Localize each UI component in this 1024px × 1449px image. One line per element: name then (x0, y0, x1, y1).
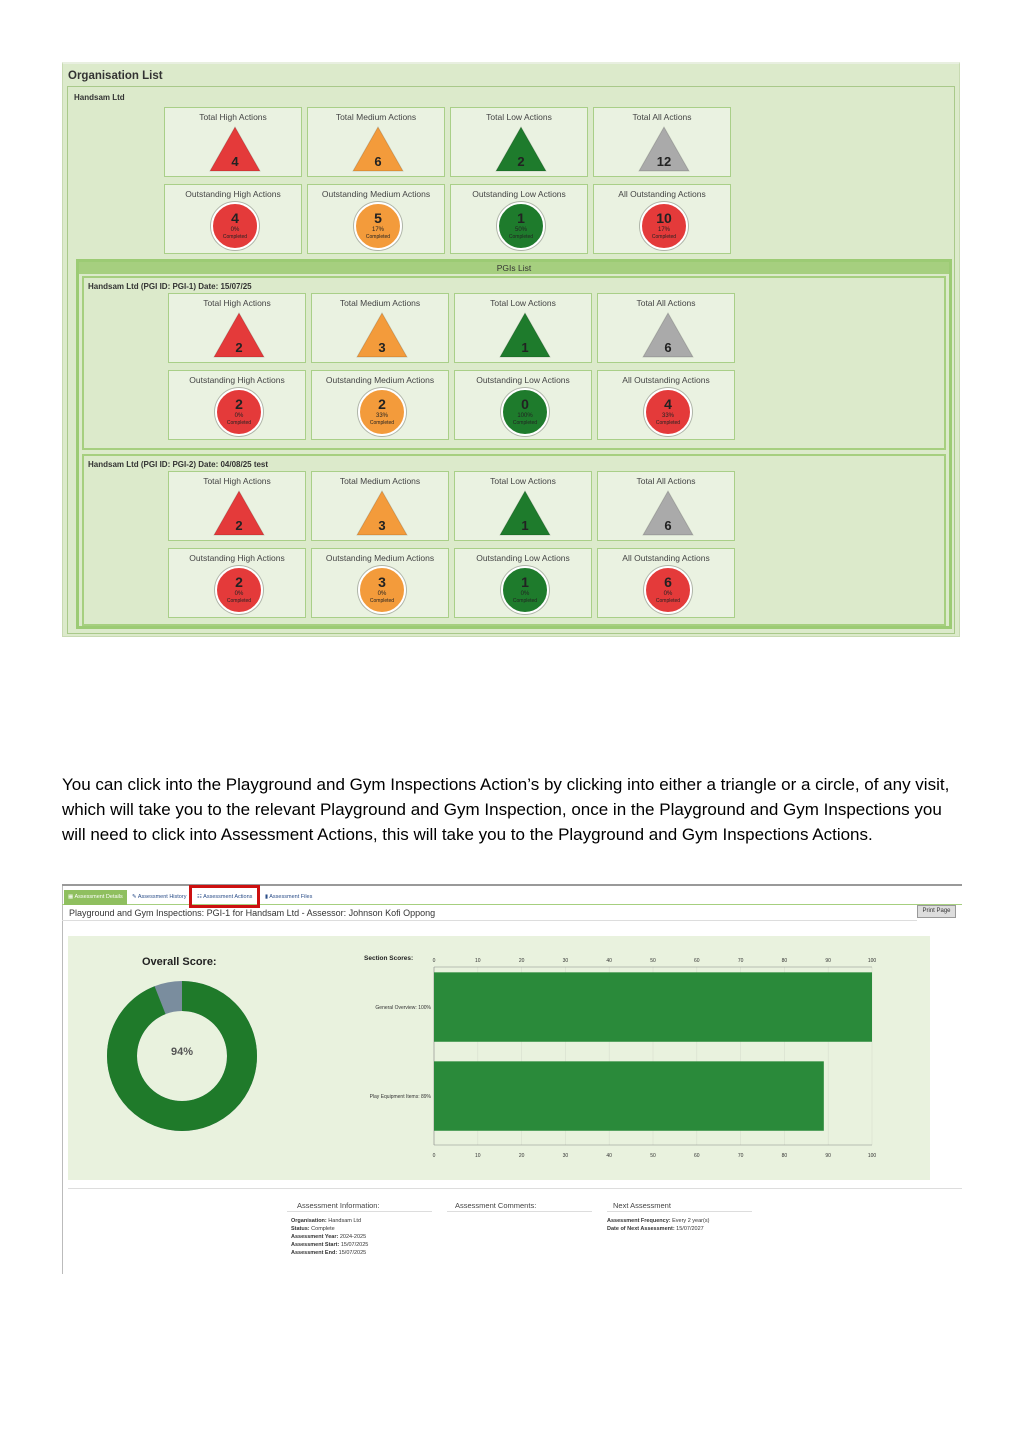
card-label: Total Medium Actions (339, 298, 421, 308)
circle-value: 6 (664, 574, 672, 590)
top-tick-label: 70 (737, 958, 744, 964)
pgi-block (82, 276, 946, 450)
info-value: 15/07/2025 (339, 1242, 369, 1248)
organisation-list-panel (62, 62, 960, 637)
section-score-bar (434, 1061, 824, 1130)
info-key: Assessment End: (291, 1250, 338, 1256)
card-label: Outstanding Low Actions (476, 375, 570, 385)
outstanding-actions-card (593, 184, 731, 254)
circle-subtext: Completed (512, 598, 538, 604)
total-actions-card (307, 107, 445, 177)
top-tick-label: 30 (562, 958, 569, 964)
circle-percent: 0% (377, 591, 387, 597)
info-value: Complete (309, 1226, 335, 1232)
info-key: Assessment Frequency: (607, 1218, 671, 1224)
info-key: Assessment Start: (291, 1242, 340, 1248)
triangle-value: 1 (521, 340, 529, 355)
circle-icon[interactable] (211, 202, 259, 250)
card-label: Outstanding Medium Actions (325, 375, 435, 385)
circle-icon[interactable] (215, 566, 263, 614)
triangle-icon[interactable] (641, 311, 695, 359)
circle-subtext: Completed (655, 598, 681, 604)
triangle-icon[interactable] (212, 489, 266, 537)
circle-value: 1 (521, 574, 529, 590)
triangle-icon[interactable] (212, 311, 266, 359)
highlight-box (189, 885, 260, 908)
circle-icon[interactable] (644, 566, 692, 614)
triangle-value: 6 (664, 340, 672, 355)
info-value: Handsam Ltd (326, 1218, 362, 1224)
top-tick-label: 40 (606, 958, 612, 964)
divider (287, 1211, 432, 1212)
category-label: General Overview: 100% (375, 1005, 431, 1012)
overall-score-value: 94% (170, 1046, 194, 1058)
triangle-value: 12 (656, 154, 672, 169)
bottom-tick-label: 40 (606, 1153, 612, 1159)
score-panel (68, 936, 930, 1180)
bottom-tick-label: 10 (475, 1153, 481, 1159)
triangle-icon[interactable] (498, 311, 552, 359)
file-icon: ▮ (265, 894, 269, 900)
tab-assessment-actions[interactable]: ☷ Assessment Actions (197, 894, 253, 900)
triangle-icon[interactable] (637, 125, 691, 173)
circle-icon[interactable] (501, 388, 549, 436)
outstanding-actions-card (454, 548, 592, 618)
outstanding-actions-card (164, 184, 302, 254)
triangle-icon[interactable] (498, 489, 552, 537)
triangle-value: 2 (235, 518, 243, 533)
circle-percent: 0% (230, 227, 240, 233)
tab-assessment-details[interactable]: ▦ Assessment Details (64, 890, 127, 905)
circle-subtext: Completed (365, 234, 391, 240)
info-key: Assessment Year: (291, 1234, 339, 1240)
organisation-block (67, 86, 955, 634)
card-label: Outstanding Medium Actions (321, 189, 431, 199)
organisation-list-title: Organisation List (68, 70, 163, 82)
circle-subtext: Completed (222, 234, 248, 240)
circle-icon[interactable] (358, 388, 406, 436)
info-key: Status: (291, 1226, 310, 1232)
card-label: Total All Actions (636, 476, 696, 486)
outstanding-actions-card (597, 370, 735, 440)
list-icon: ☷ (197, 894, 202, 900)
info-value: 2024-2025 (338, 1234, 367, 1240)
card-label: Outstanding High Actions (189, 375, 285, 385)
total-actions-card (168, 293, 306, 363)
info-key: Organisation: (291, 1218, 327, 1224)
triangle-icon[interactable] (355, 311, 409, 359)
card-label: All Outstanding Actions (618, 189, 706, 199)
card-label: Outstanding Medium Actions (325, 553, 435, 563)
pgi-title: Handsam Ltd (PGI ID: PGI-1) Date: 15/07/25 (88, 282, 252, 291)
circle-icon[interactable] (644, 388, 692, 436)
total-actions-card (454, 471, 592, 541)
total-actions-card (597, 293, 735, 363)
bottom-tick-label: 20 (518, 1153, 525, 1159)
circle-icon[interactable] (354, 202, 402, 250)
tab-assessment-files[interactable]: ▮ Assessment Files (265, 894, 313, 900)
total-actions-card (168, 471, 306, 541)
tab-assessment-history[interactable]: ✎ Assessment History (132, 894, 187, 900)
card-label: All Outstanding Actions (622, 553, 710, 563)
top-tick-label: 0 (432, 958, 436, 964)
triangle-value: 6 (374, 154, 382, 169)
top-tick-label: 80 (781, 958, 788, 964)
section-scores-chart (348, 954, 878, 1164)
circle-percent: 17% (657, 227, 670, 233)
triangle-icon[interactable] (355, 489, 409, 537)
card-label: Total Low Actions (486, 112, 552, 122)
info-row (607, 1218, 709, 1224)
top-tick-label: 50 (650, 958, 656, 964)
triangle-value: 3 (378, 340, 386, 355)
card-label: Total High Actions (199, 112, 267, 122)
info-key: Date of Next Assessment: (607, 1226, 675, 1232)
triangle-value: 6 (664, 518, 672, 533)
instruction-paragraph: You can click into the Playground and Gym Inspections Action’s by clicking into either a triangle or a circle, of any visit, which will take you to the relevant Playground and Gym Inspection, once in the Playground and Gym Inspections you will need to click into Assessment Actions, this will take you to the Playground and Gym Inspections Actions. (62, 775, 950, 844)
bottom-tick-label: 50 (650, 1153, 656, 1159)
outstanding-actions-card (168, 370, 306, 440)
total-actions-card (450, 107, 588, 177)
circle-subtext: Completed (508, 234, 534, 240)
triangle-icon[interactable] (208, 125, 262, 173)
card-label: Total Medium Actions (339, 476, 421, 486)
top-tick-label: 90 (825, 958, 831, 964)
outstanding-actions-card (311, 370, 449, 440)
circle-percent: 33% (375, 413, 388, 419)
top-tick-label: 100 (867, 958, 877, 964)
circle-percent: 100% (517, 413, 533, 419)
card-label: All Outstanding Actions (622, 375, 710, 385)
circle-value: 3 (378, 574, 386, 590)
triangle-icon[interactable] (351, 125, 405, 173)
next-assessment-heading: Next Assessment (613, 1201, 671, 1210)
info-row (291, 1250, 366, 1256)
circle-value: 1 (517, 210, 525, 226)
divider (607, 1211, 752, 1212)
section-score-bar (434, 972, 872, 1041)
bottom-tick-label: 30 (562, 1153, 569, 1159)
info-value: 15/07/2027 (674, 1226, 704, 1232)
assessment-title: Playground and Gym Inspections: PGI-1 for Handsam Ltd - Assessor: Johnson Kofi Oppong (69, 908, 436, 918)
circle-percent: 33% (661, 413, 674, 419)
circle-value: 4 (231, 210, 239, 226)
total-actions-card (597, 471, 735, 541)
circle-percent: 50% (514, 227, 527, 233)
circle-percent: 17% (371, 227, 384, 233)
card-label: Total Low Actions (490, 298, 556, 308)
organisation-name: Handsam Ltd (74, 93, 125, 102)
card-label: Outstanding Low Actions (472, 189, 566, 199)
circle-value: 10 (656, 210, 672, 226)
total-actions-card (454, 293, 592, 363)
circle-percent: 0% (234, 413, 244, 419)
pgis-list-panel (76, 259, 952, 629)
circle-value: 5 (374, 210, 382, 226)
assessment-information-heading: Assessment Information: (297, 1201, 380, 1210)
divider (62, 886, 63, 1274)
circle-value: 4 (664, 396, 672, 412)
circle-percent: 0% (663, 591, 673, 597)
section-scores-label: Section Scores: (364, 955, 414, 962)
total-actions-card (311, 471, 449, 541)
card-label: Outstanding High Actions (189, 553, 285, 563)
circle-value: 0 (521, 396, 529, 412)
top-tick-label: 10 (475, 958, 481, 964)
triangle-icon[interactable] (494, 125, 548, 173)
print-page-button[interactable]: Print Page (917, 905, 956, 918)
pgis-list-header: PGIs List (79, 262, 949, 274)
assessment-comments-heading: Assessment Comments: (455, 1201, 537, 1210)
total-actions-card (311, 293, 449, 363)
circle-icon[interactable] (501, 566, 549, 614)
circle-percent: 0% (520, 591, 530, 597)
triangle-value: 4 (231, 154, 239, 169)
triangle-value: 3 (378, 518, 386, 533)
top-tick-label: 60 (694, 958, 700, 964)
info-value: 15/07/2025 (337, 1250, 367, 1256)
circle-icon[interactable] (640, 202, 688, 250)
circle-subtext: Completed (369, 598, 395, 604)
outstanding-actions-card (450, 184, 588, 254)
card-label: Outstanding Low Actions (476, 553, 570, 563)
total-actions-card (164, 107, 302, 177)
circle-percent: 0% (234, 591, 244, 597)
total-actions-card (593, 107, 731, 177)
pgi-block (82, 454, 946, 626)
divider (447, 1211, 592, 1212)
overall-score-label: Overall Score: (142, 956, 217, 968)
triangle-value: 2 (235, 340, 243, 355)
circle-icon[interactable] (358, 566, 406, 614)
card-label: Total High Actions (203, 476, 271, 486)
circle-subtext: Completed (512, 420, 538, 426)
outstanding-actions-card (311, 548, 449, 618)
info-row (291, 1242, 368, 1248)
bottom-tick-label: 0 (432, 1153, 436, 1159)
outstanding-actions-card (307, 184, 445, 254)
card-label: Total All Actions (632, 112, 692, 122)
info-row (607, 1226, 704, 1232)
triangle-icon[interactable] (641, 489, 695, 537)
triangle-value: 1 (521, 518, 529, 533)
circle-value: 2 (235, 574, 243, 590)
info-row (291, 1218, 361, 1224)
circle-value: 2 (378, 396, 386, 412)
outstanding-actions-card (168, 548, 306, 618)
info-row (291, 1226, 335, 1232)
outstanding-actions-card (454, 370, 592, 440)
info-row (291, 1234, 366, 1240)
card-label: Total Medium Actions (335, 112, 417, 122)
divider (62, 920, 917, 921)
card-label: Total Low Actions (490, 476, 556, 486)
card-label: Total All Actions (636, 298, 696, 308)
circle-subtext: Completed (651, 234, 677, 240)
card-label: Total High Actions (203, 298, 271, 308)
info-value: Every 2 year(s) (670, 1218, 710, 1224)
circle-subtext: Completed (226, 598, 252, 604)
pgi-title: Handsam Ltd (PGI ID: PGI-2) Date: 04/08/25 test (88, 460, 269, 469)
divider (68, 1188, 962, 1189)
circle-icon[interactable] (497, 202, 545, 250)
bottom-tick-label: 100 (867, 1153, 877, 1159)
bottom-tick-label: 70 (737, 1153, 744, 1159)
card-label: Outstanding High Actions (185, 189, 281, 199)
triangle-value: 2 (517, 154, 525, 169)
bottom-tick-label: 60 (694, 1153, 700, 1159)
bottom-tick-label: 80 (781, 1153, 788, 1159)
outstanding-actions-card (597, 548, 735, 618)
bottom-tick-label: 90 (825, 1153, 831, 1159)
category-label: Play Equipment Items: 89% (369, 1094, 431, 1101)
pencil-icon: ✎ (132, 894, 137, 900)
circle-value: 2 (235, 396, 243, 412)
top-tick-label: 20 (518, 958, 525, 964)
table-icon: ▦ (68, 894, 74, 900)
assessment-page (62, 884, 962, 1274)
circle-subtext: Completed (369, 420, 395, 426)
circle-icon[interactable] (215, 388, 263, 436)
circle-subtext: Completed (655, 420, 681, 426)
circle-subtext: Completed (226, 420, 252, 426)
